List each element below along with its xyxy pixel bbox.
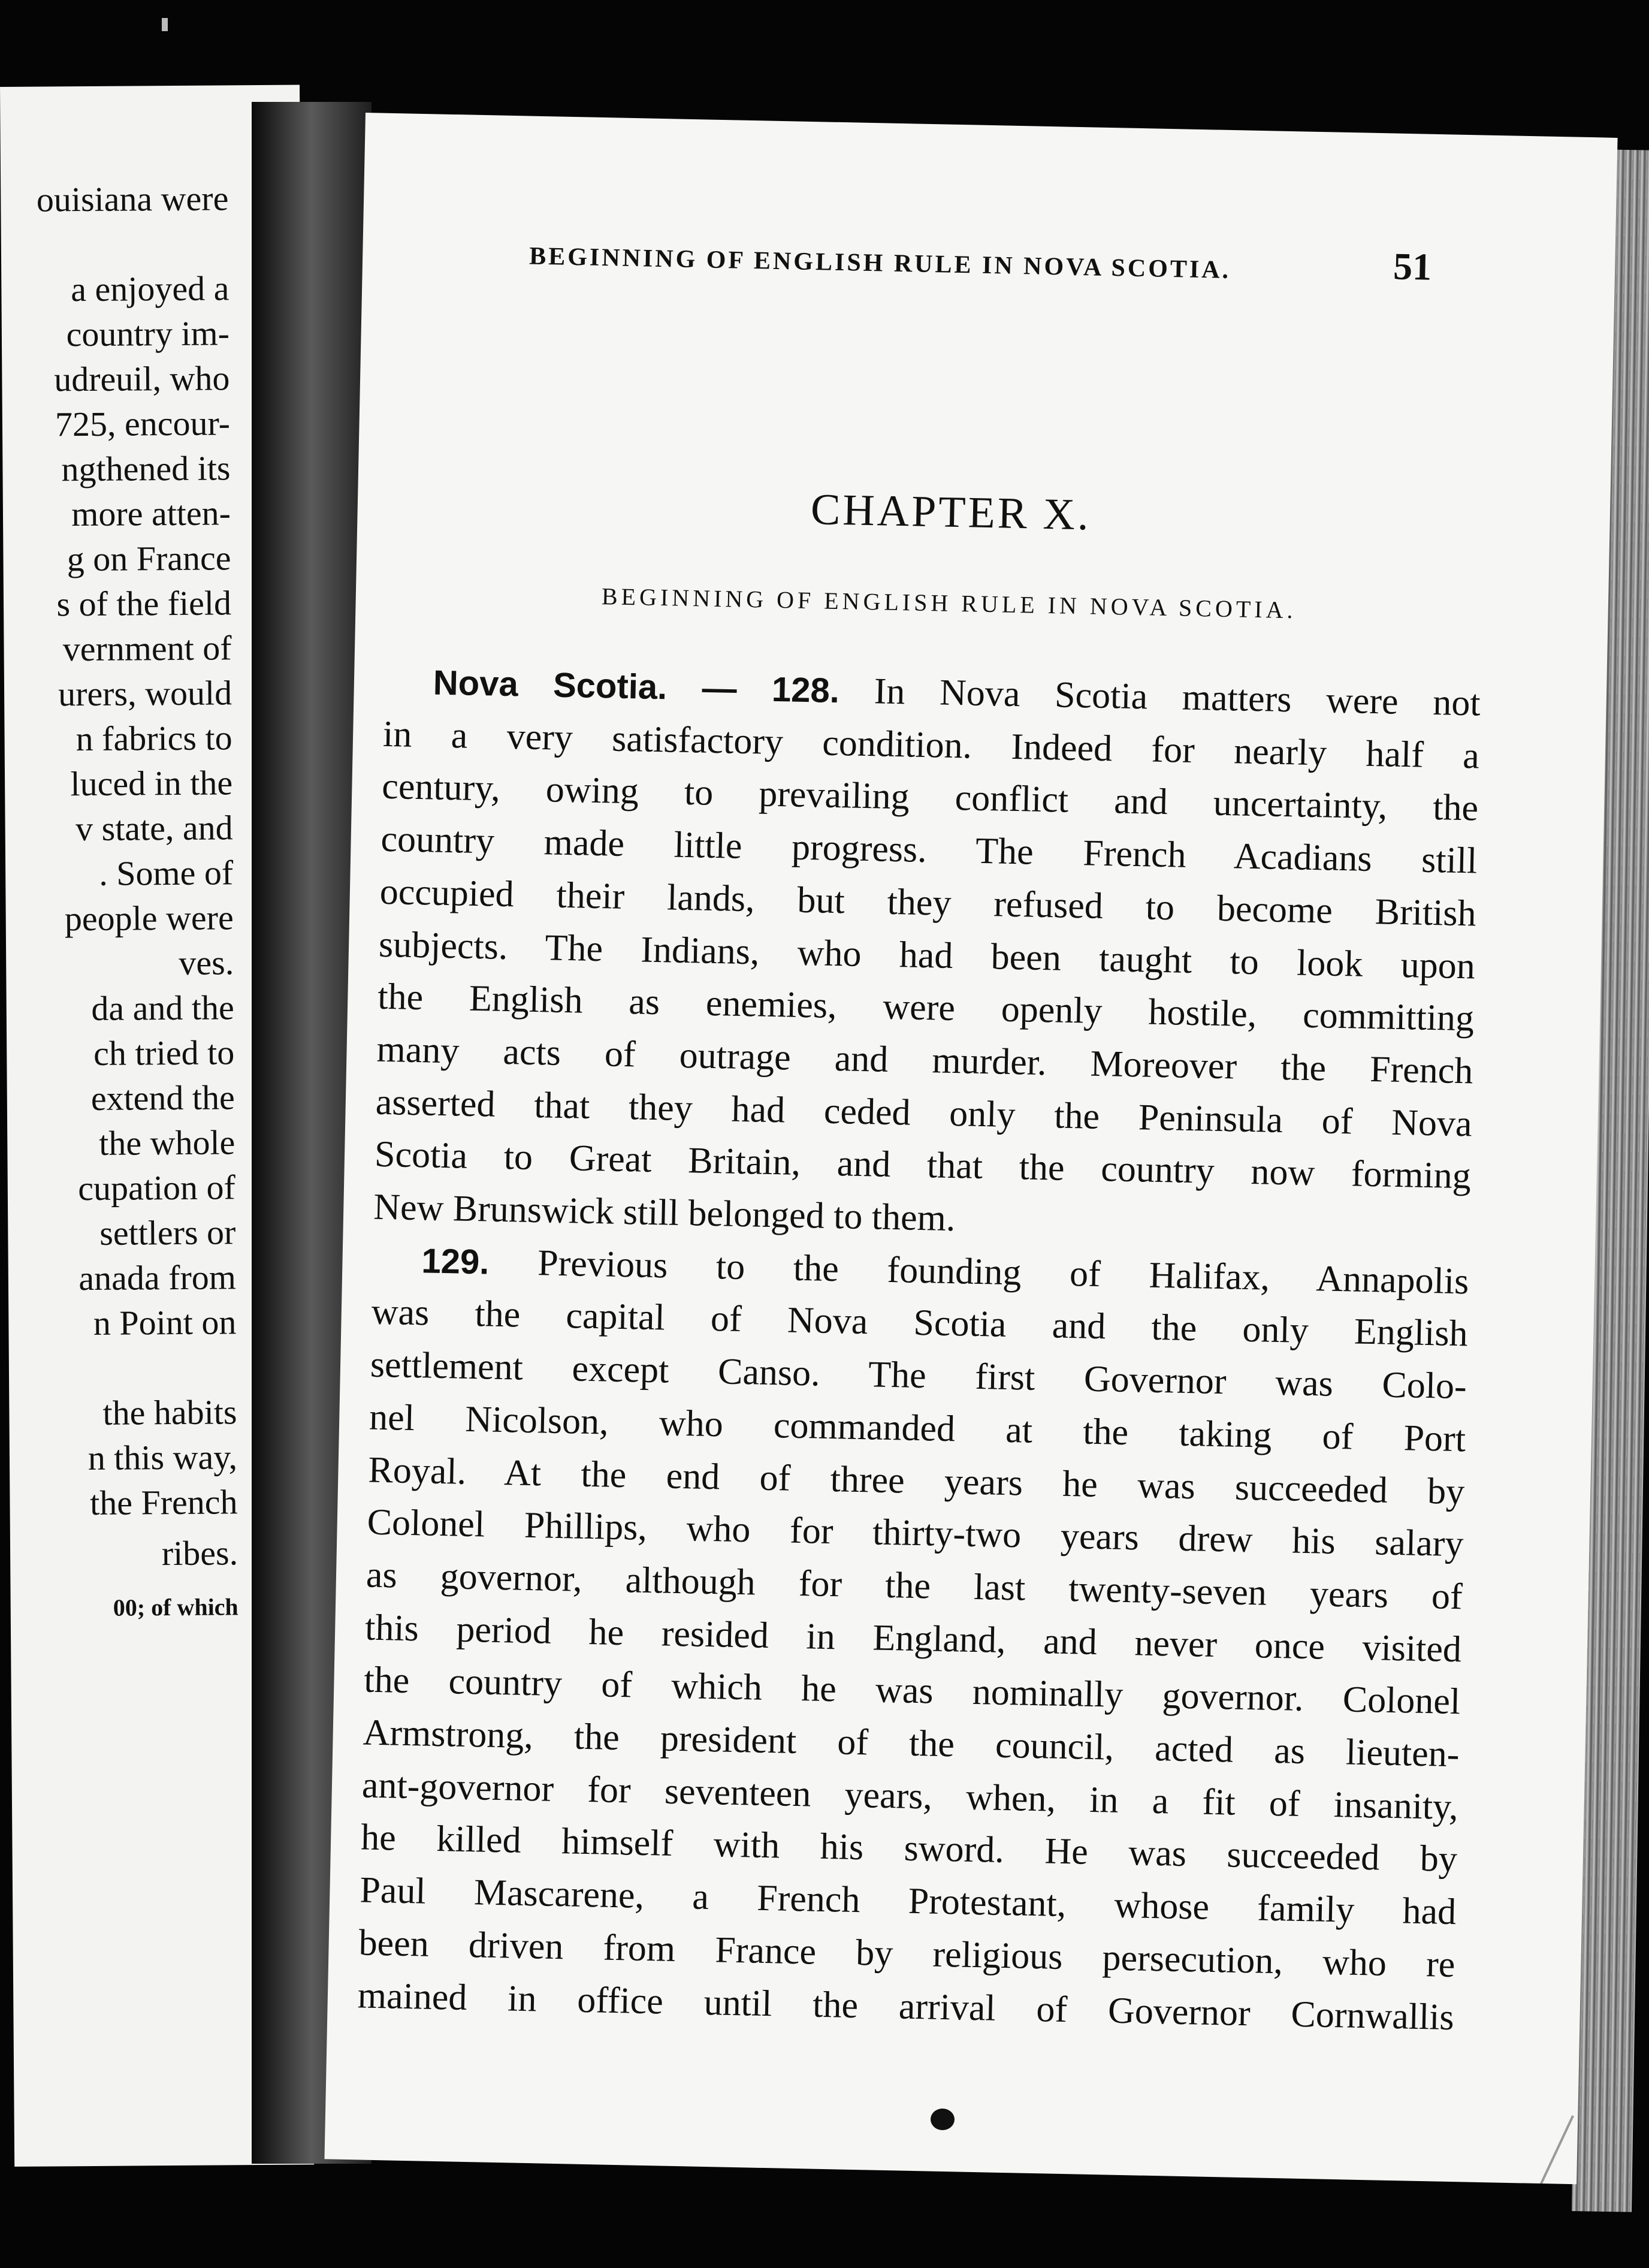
left-page-line: n fabrics to	[75, 718, 232, 759]
text-line: mained in office until the arrival of Governor Cornwallis	[357, 1974, 1455, 2038]
left-page-line: . Some of	[99, 853, 234, 893]
chapter-subtitle: BEGINNING OF ENGLISH RULE IN NOVA SCOTIA.	[601, 583, 1297, 624]
left-page-line: settlers or	[99, 1213, 236, 1253]
text-line: New Brunswick still belonged to them.	[373, 1186, 956, 1239]
left-page-line: n Point on	[93, 1302, 237, 1343]
left-page-line: cupation of	[78, 1168, 236, 1208]
text-line: in a very satisfactory condition. Indeed for nearly half a	[382, 713, 1480, 777]
paragraph-129	[357, 1286, 1468, 2044]
text-line: been driven from France by religious persecution, who re	[358, 1922, 1456, 1985]
text-line: he killed himself with his sword. He was succeeded by	[360, 1817, 1458, 1880]
text-line: the country of which he was nominally governor. Colonel	[363, 1659, 1461, 1723]
left-page-line: people were	[64, 898, 234, 939]
left-page-line: urers, would	[58, 673, 232, 714]
left-page-line: g on France	[67, 538, 231, 579]
left-page-line: 725, encour-	[55, 403, 231, 444]
left-page-line: ribes.	[161, 1533, 238, 1573]
left-page-line: anada from	[78, 1257, 237, 1298]
right-page	[324, 113, 1617, 2184]
text-line: ant-governor for seventeen years, when, in a fit of insanity,	[361, 1765, 1459, 1827]
text-line: subjects. The Indians, who had been taught to look upon	[378, 924, 1476, 987]
scan-speck	[162, 18, 168, 31]
left-page-line: luced in the	[70, 763, 233, 804]
left-page-line: the whole	[98, 1123, 235, 1163]
left-page-line: country im-	[66, 313, 230, 354]
text-line: this period he resided in England, and never once visited	[364, 1607, 1462, 1670]
paragraph-text: Previous to the founding of Halifax, Annapolis	[537, 1242, 1469, 1302]
text-line: many acts of outrage and murder. Moreover the French	[376, 1029, 1473, 1092]
paragraph-text: In Nova Scotia matters were not	[874, 671, 1481, 724]
left-page-line: da and the	[91, 988, 234, 1028]
left-page-line: ves.	[179, 943, 234, 982]
text-line: Scotia to Great Britain, and that the country now forming	[374, 1133, 1472, 1197]
left-page-line: v state, and	[75, 808, 233, 849]
text-line: Armstrong, the president of the council, acted as lieuten-	[363, 1712, 1460, 1775]
chapter-title: CHAPTER X.	[810, 485, 1092, 540]
text-line: the English as enemies, were openly hostile, committing	[377, 976, 1475, 1039]
section-heading: Nova Scotia. — 128.	[433, 663, 840, 711]
left-page-line: udreuil, who	[54, 358, 230, 399]
text-line: century, owing to prevailing conflict and uncertainty, the	[381, 766, 1479, 829]
ornament-dot	[931, 2109, 955, 2131]
left-page-line: extend the	[90, 1078, 235, 1118]
left-page-line: vernment of	[62, 628, 232, 669]
left-page-line: a enjoyed a	[71, 269, 229, 309]
text-line: asserted that they had ceded only the Peninsula of Nova	[375, 1081, 1473, 1145]
text-line: nel Nicolson, who commanded at the taking of Port	[369, 1397, 1466, 1460]
text-line: occupied their lands, but they refused to become British	[379, 871, 1477, 934]
left-page-line: ouisiana were	[36, 179, 229, 219]
left-page-line: n this way,	[87, 1437, 238, 1478]
text-line: Royal. At the end of three years he was succeeded by	[367, 1449, 1465, 1512]
page-number: 51	[1393, 245, 1432, 288]
text-line: settlement except Canso. The first Governor was Colo-	[370, 1344, 1467, 1407]
paragraph-128	[373, 708, 1479, 1256]
running-head: BEGINNING OF ENGLISH RULE IN NOVA SCOTIA.	[528, 242, 1231, 285]
left-page-line: s of the field	[56, 583, 232, 624]
left-page-line: more atten-	[71, 493, 231, 534]
text-line: as governor, although for the last twenty-seven years of	[366, 1554, 1463, 1618]
text-line: was the capital of Nova Scotia and the only English	[371, 1292, 1469, 1355]
text-line: Colonel Phillips, who for thirty-two years drew his salary	[367, 1501, 1464, 1565]
paragraph-number: 129.	[421, 1241, 490, 1282]
body-text	[357, 656, 1481, 2044]
left-page-line: ch tried to	[93, 1033, 235, 1073]
left-page-line: the French	[89, 1482, 238, 1523]
left-page-line: 00; of which	[113, 1593, 238, 1621]
page-fold-line	[1485, 2115, 1574, 2184]
left-page-line: the habits	[102, 1392, 237, 1432]
text-line: country made little progress. The French Acadians still	[380, 818, 1478, 882]
left-page-line: ngthened its	[61, 448, 231, 489]
text-line: Paul Mascarene, a French Protestant, whose family had	[359, 1869, 1457, 1933]
